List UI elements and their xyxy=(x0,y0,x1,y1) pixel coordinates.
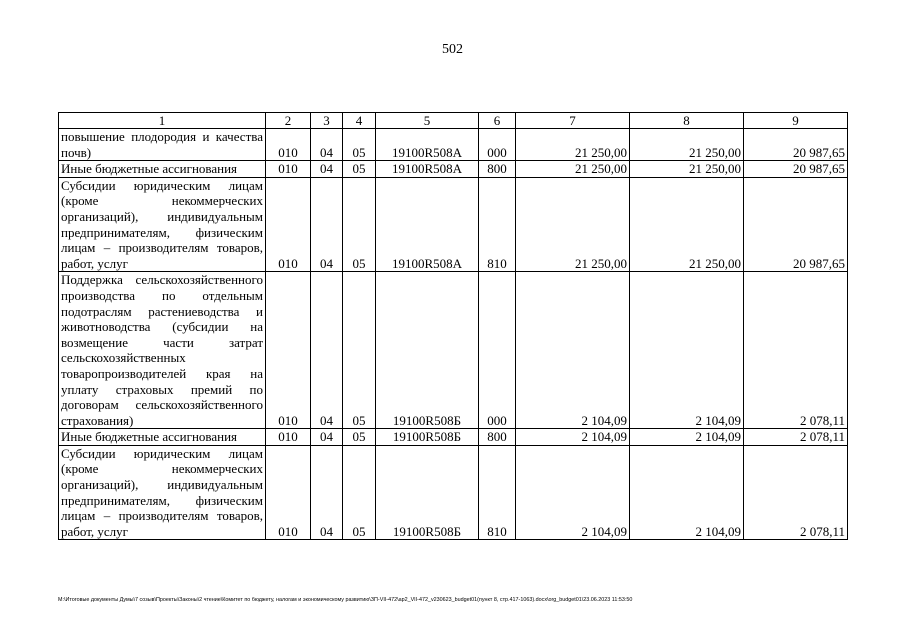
row-cell: 21 250,00 xyxy=(630,129,744,161)
row-cell: 010 xyxy=(266,161,311,178)
row-name: Поддержка сельскохозяйственного производства по отдельным подотраслям растениеводства и животноводства (субсидии на возмещение части затрат сельскохозяйственных товаропроизводителей края на уплату страховых премий по договорам сельскохозяйственного страхования) xyxy=(61,272,263,428)
row-cell: 19100R508Б xyxy=(376,272,479,429)
row-cell: 010 xyxy=(266,129,311,161)
table-row xyxy=(59,429,848,446)
row-cell: 010 xyxy=(266,272,311,429)
header-cell: 9 xyxy=(744,113,848,129)
row-cell: 05 xyxy=(343,272,376,429)
row-name: Субсидии юридическим лицам (кроме некоммерческих организаций), индивидуальным предпринимателям, физическим лицам – производителям товаров, работ, услуг xyxy=(61,445,263,539)
row-cell: 19100R508Б xyxy=(376,429,479,446)
table-row xyxy=(59,129,848,161)
header-cell: 1 xyxy=(59,113,266,129)
row-cell: 05 xyxy=(343,177,376,272)
row-cell: 21 250,00 xyxy=(516,177,630,272)
row-cell: 19100R508А xyxy=(376,177,479,272)
row-cell: 2 078,11 xyxy=(744,445,848,540)
row-cell: 04 xyxy=(311,177,343,272)
table-row xyxy=(59,177,848,272)
table-row xyxy=(59,272,848,429)
row-cell: 800 xyxy=(479,429,516,446)
row-cell: 810 xyxy=(479,445,516,540)
header-cell: 2 xyxy=(266,113,311,129)
row-cell: 2 078,11 xyxy=(744,429,848,446)
row-cell: 21 250,00 xyxy=(516,129,630,161)
row-cell: 20 987,65 xyxy=(744,161,848,178)
row-name-cell xyxy=(59,429,266,446)
header-cell: 4 xyxy=(343,113,376,129)
row-name: Иные бюджетные ассигнования xyxy=(61,429,238,445)
row-name-cell xyxy=(59,161,266,178)
row-cell: 2 104,09 xyxy=(516,272,630,429)
row-name: повышение плодородия и качества почв) xyxy=(61,129,263,160)
row-name-cell xyxy=(59,445,266,540)
row-cell: 2 104,09 xyxy=(630,429,744,446)
row-cell: 800 xyxy=(479,161,516,178)
header-cell: 5 xyxy=(376,113,479,129)
row-cell: 20 987,65 xyxy=(744,129,848,161)
header-cell: 3 xyxy=(311,113,343,129)
row-cell: 010 xyxy=(266,177,311,272)
row-cell: 05 xyxy=(343,445,376,540)
row-cell: 000 xyxy=(479,272,516,429)
row-cell: 000 xyxy=(479,129,516,161)
header-cell: 6 xyxy=(479,113,516,129)
row-cell: 010 xyxy=(266,445,311,540)
row-name: Субсидии юридическим лицам (кроме некоммерческих организаций), индивидуальным предпринимателям, физическим лицам – производителям товаров, работ, услуг xyxy=(61,177,263,271)
table-row xyxy=(59,445,848,540)
table-row xyxy=(59,161,848,178)
row-cell: 2 104,09 xyxy=(630,272,744,429)
row-cell: 2 104,09 xyxy=(516,445,630,540)
row-cell: 04 xyxy=(311,129,343,161)
row-name-cell xyxy=(59,272,266,429)
row-cell: 810 xyxy=(479,177,516,272)
row-cell: 05 xyxy=(343,129,376,161)
row-cell: 19100R508А xyxy=(376,161,479,178)
row-name-cell xyxy=(59,177,266,272)
row-cell: 19100R508А xyxy=(376,129,479,161)
row-name: Иные бюджетные ассигнования xyxy=(61,161,238,177)
header-cell: 7 xyxy=(516,113,630,129)
row-cell: 04 xyxy=(311,272,343,429)
row-cell: 04 xyxy=(311,161,343,178)
row-cell: 2 104,09 xyxy=(630,445,744,540)
row-name-cell xyxy=(59,129,266,161)
row-cell: 2 078,11 xyxy=(744,272,848,429)
header-cell: 8 xyxy=(630,113,744,129)
page-number: 502 xyxy=(442,42,463,57)
row-cell: 21 250,00 xyxy=(516,161,630,178)
row-cell: 20 987,65 xyxy=(744,177,848,272)
table-header-row xyxy=(59,113,848,129)
budget-table xyxy=(58,112,848,540)
row-cell: 2 104,09 xyxy=(516,429,630,446)
row-cell: 19100R508Б xyxy=(376,445,479,540)
row-cell: 21 250,00 xyxy=(630,177,744,272)
row-cell: 04 xyxy=(311,445,343,540)
document-path-footer: M:\Итоговые документы Думы\7 созыв\Проекты\Законы\2 чтение\Комитет по бюджету, налогам и экономическому развитию\ЗП-VII-472\ap2_VII-472_v230623_budget01(пункт 8, стр.417-1063).docx\org_budget01\23.06.2023 11:53:50 xyxy=(58,597,633,603)
row-cell: 05 xyxy=(343,429,376,446)
row-cell: 04 xyxy=(311,429,343,446)
row-cell: 21 250,00 xyxy=(630,161,744,178)
row-cell: 05 xyxy=(343,161,376,178)
row-cell: 010 xyxy=(266,429,311,446)
